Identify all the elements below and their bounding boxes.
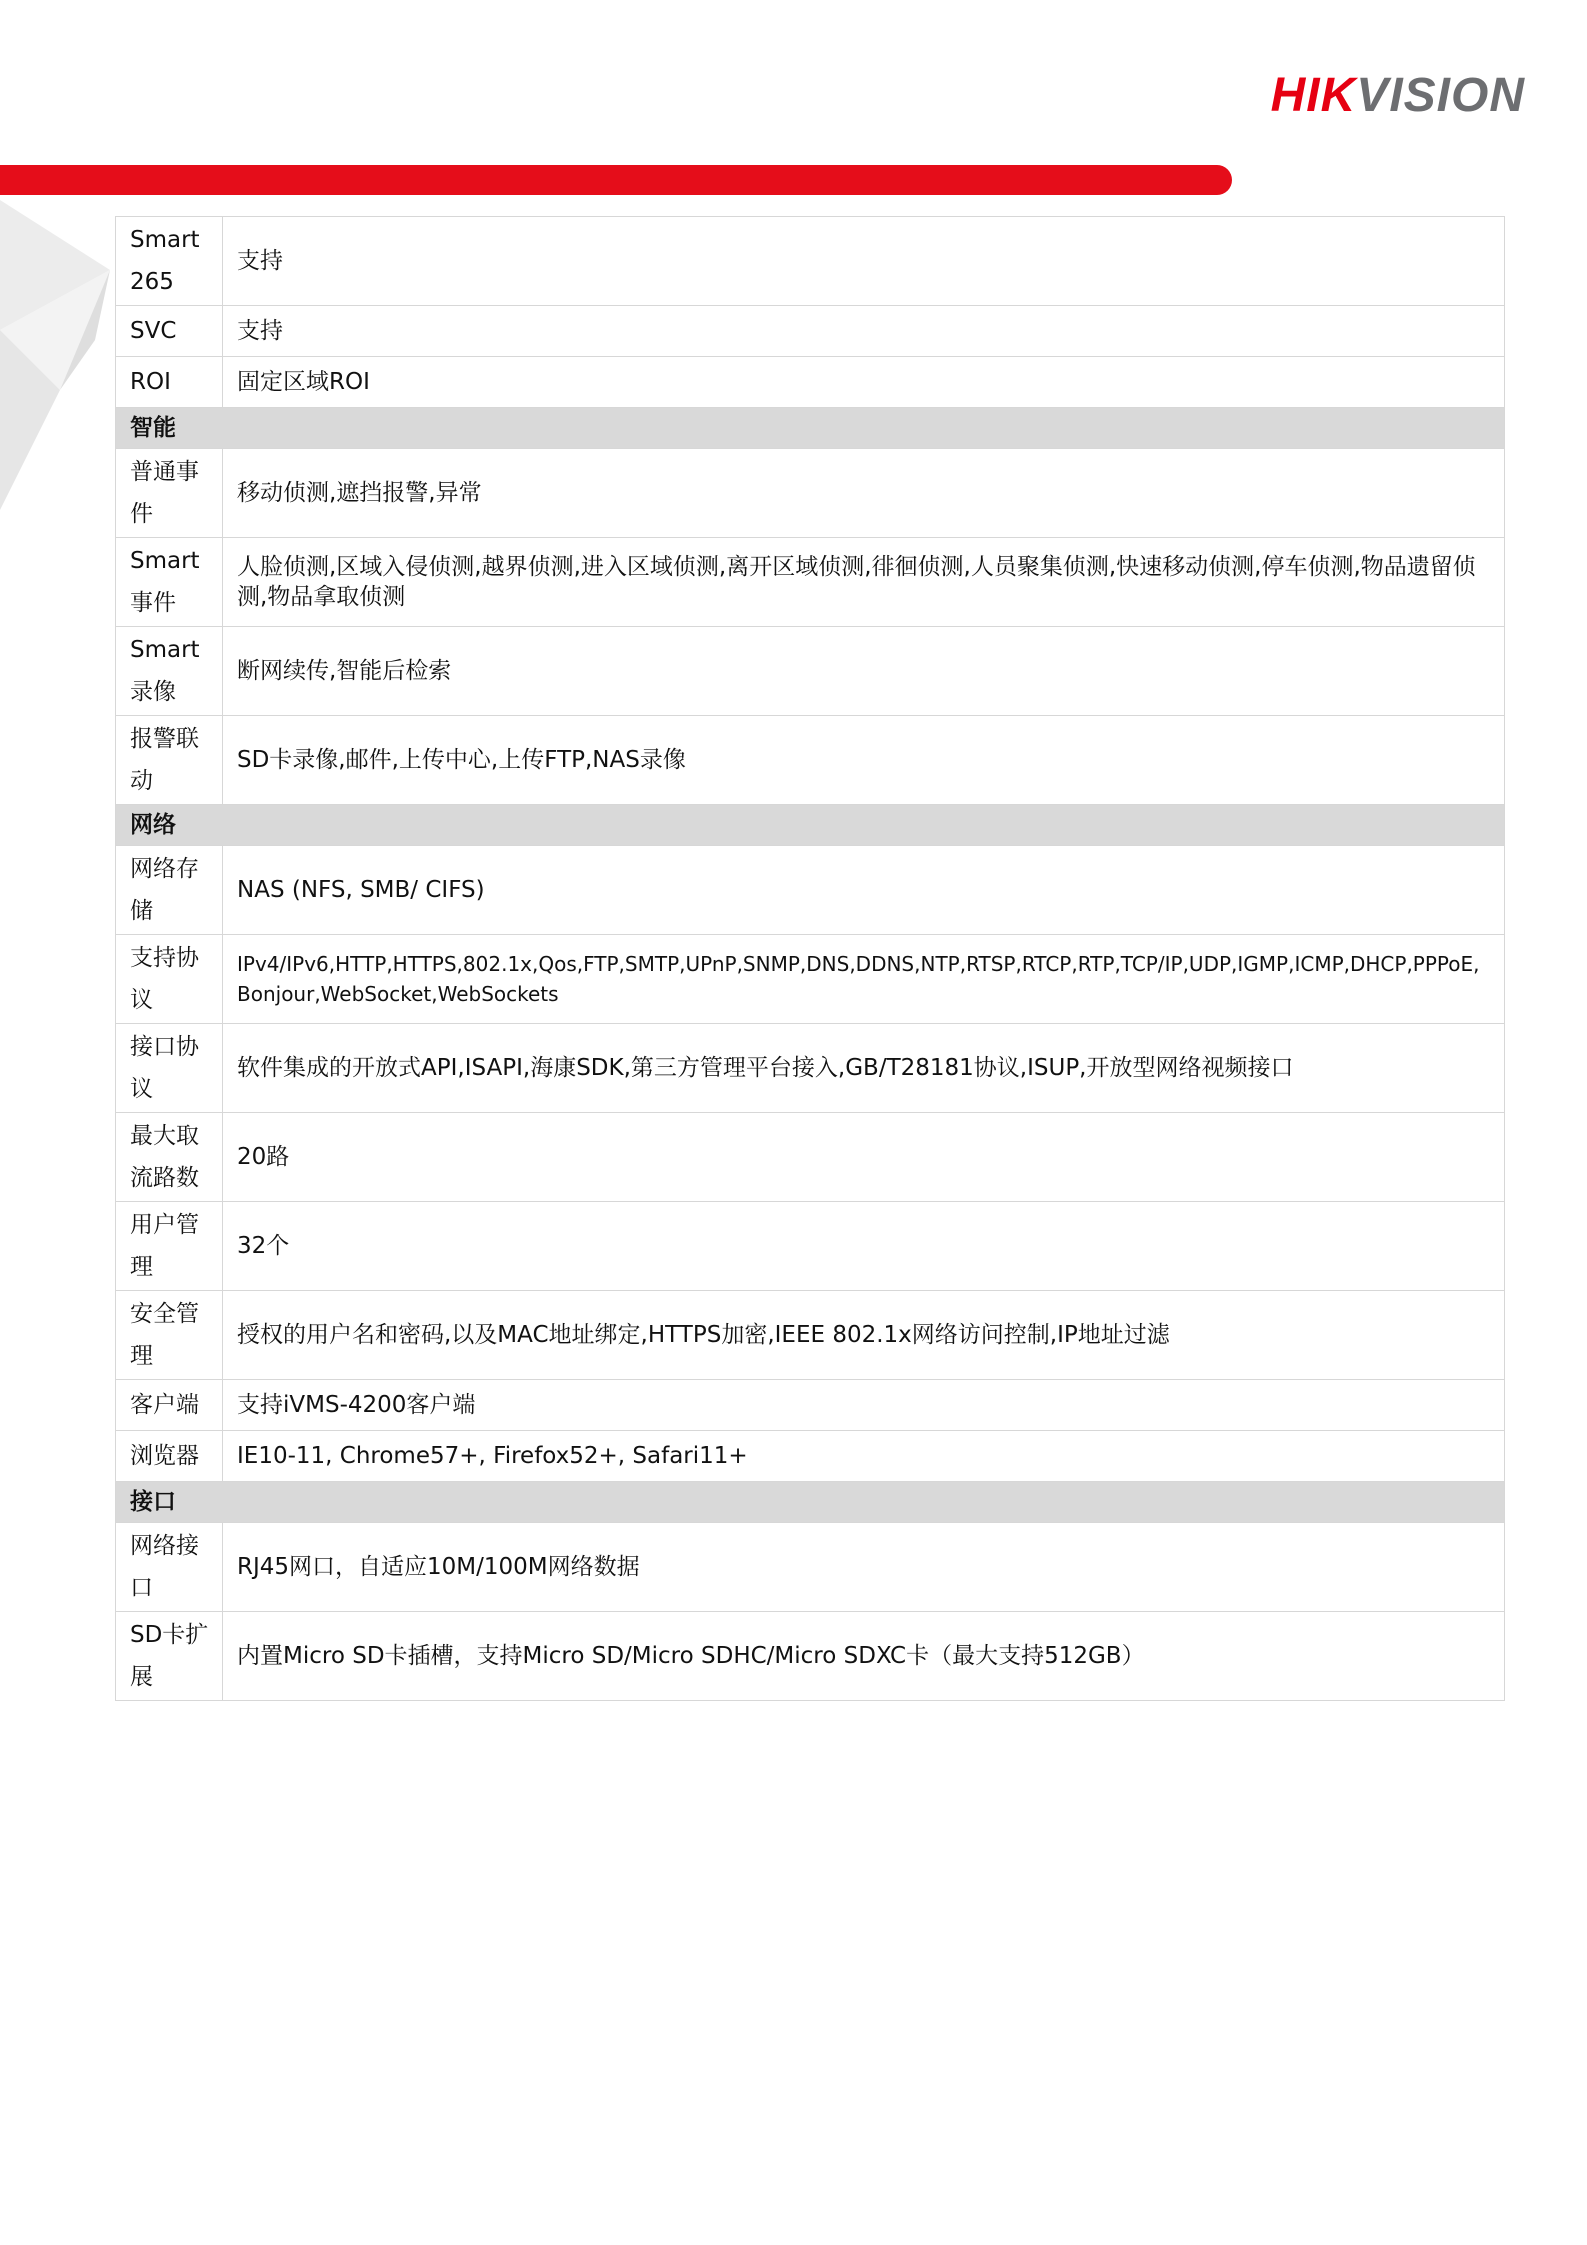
spec-row bbox=[116, 1113, 1505, 1202]
spec-row bbox=[116, 1431, 1505, 1482]
spec-label: 用户管理 bbox=[116, 1202, 223, 1291]
decorative-triangles-icon bbox=[0, 190, 120, 520]
hikvision-logo: HIKVISION bbox=[1270, 69, 1525, 122]
spec-row bbox=[116, 449, 1505, 538]
spec-label: SVC bbox=[116, 306, 223, 357]
spec-label: Smart录像 bbox=[116, 627, 223, 716]
spec-row bbox=[116, 935, 1505, 1024]
spec-value: SD卡录像,邮件,上传中心,上传FTP,NAS录像 bbox=[223, 716, 1505, 805]
spec-row bbox=[116, 1612, 1505, 1701]
spec-row bbox=[116, 217, 1505, 306]
spec-row bbox=[116, 1202, 1505, 1291]
spec-row bbox=[116, 1523, 1505, 1612]
spec-value: 人脸侦测,区域入侵侦测,越界侦测,进入区域侦测,离开区域侦测,徘徊侦测,人员聚集侦测,快速移动侦测,停车侦测,物品遗留侦测,物品拿取侦测 bbox=[223, 538, 1505, 627]
spec-label: 网络存储 bbox=[116, 846, 223, 935]
spec-row bbox=[116, 538, 1505, 627]
spec-label: Smart事件 bbox=[116, 538, 223, 627]
spec-label: 客户端 bbox=[116, 1380, 223, 1431]
spec-label: 普通事件 bbox=[116, 449, 223, 538]
spec-value: 授权的用户名和密码,以及MAC地址绑定,HTTPS加密,IEEE 802.1x网络访问控制,IP地址过滤 bbox=[223, 1291, 1505, 1380]
spec-value: 32个 bbox=[223, 1202, 1505, 1291]
spec-value: 软件集成的开放式API,ISAPI,海康SDK,第三方管理平台接入,GB/T28181协议,ISUP,开放型网络视频接口 bbox=[223, 1024, 1505, 1113]
spec-label: 网络接口 bbox=[116, 1523, 223, 1612]
spec-value: 固定区域ROI bbox=[223, 357, 1505, 408]
spec-label: ROI bbox=[116, 357, 223, 408]
spec-label: Smart 265 bbox=[116, 217, 223, 306]
section-header-row bbox=[116, 805, 1505, 846]
spec-value: 移动侦测,遮挡报警,异常 bbox=[223, 449, 1505, 538]
spec-value: NAS (NFS, SMB/ CIFS) bbox=[223, 846, 1505, 935]
spec-value: RJ45网口，自适应10M/100M网络数据 bbox=[223, 1523, 1505, 1612]
spec-label: 接口协议 bbox=[116, 1024, 223, 1113]
spec-table bbox=[115, 216, 1505, 1701]
spec-label: 支持协议 bbox=[116, 935, 223, 1024]
spec-value: 支持iVMS-4200客户端 bbox=[223, 1380, 1505, 1431]
spec-row bbox=[116, 1024, 1505, 1113]
spec-value: 支持 bbox=[223, 306, 1505, 357]
spec-value: 内置Micro SD卡插槽，支持Micro SD/Micro SDHC/Micro SDXC卡（最大支持512GB） bbox=[223, 1612, 1505, 1701]
spec-row bbox=[116, 1291, 1505, 1380]
spec-label: 浏览器 bbox=[116, 1431, 223, 1482]
section-header-row bbox=[116, 408, 1505, 449]
section-title: 接口 bbox=[116, 1482, 1505, 1523]
spec-label: 报警联动 bbox=[116, 716, 223, 805]
spec-label: 最大取流路数 bbox=[116, 1113, 223, 1202]
section-title: 智能 bbox=[116, 408, 1505, 449]
section-header-row bbox=[116, 1482, 1505, 1523]
spec-row bbox=[116, 846, 1505, 935]
spec-value: 20路 bbox=[223, 1113, 1505, 1202]
section-title: 网络 bbox=[116, 805, 1505, 846]
spec-row bbox=[116, 1380, 1505, 1431]
spec-row bbox=[116, 306, 1505, 357]
spec-value: 断网续传,智能后检索 bbox=[223, 627, 1505, 716]
spec-row bbox=[116, 357, 1505, 408]
spec-value: 支持 bbox=[223, 217, 1505, 306]
spec-label: SD卡扩展 bbox=[116, 1612, 223, 1701]
spec-row bbox=[116, 627, 1505, 716]
spec-value: IE10-11, Chrome57+, Firefox52+, Safari11+ bbox=[223, 1431, 1505, 1482]
header-red-bar bbox=[0, 165, 1232, 195]
spec-label: 安全管理 bbox=[116, 1291, 223, 1380]
spec-row bbox=[116, 716, 1505, 805]
spec-value: IPv4/IPv6,HTTP,HTTPS,802.1x,Qos,FTP,SMTP,UPnP,SNMP,DNS,DDNS,NTP,RTSP,RTCP,RTP,TCP/IP,UDP,IGMP,ICMP,DHCP,PPPoE,Bonjour,WebSocket,WebSockets bbox=[223, 935, 1505, 1024]
